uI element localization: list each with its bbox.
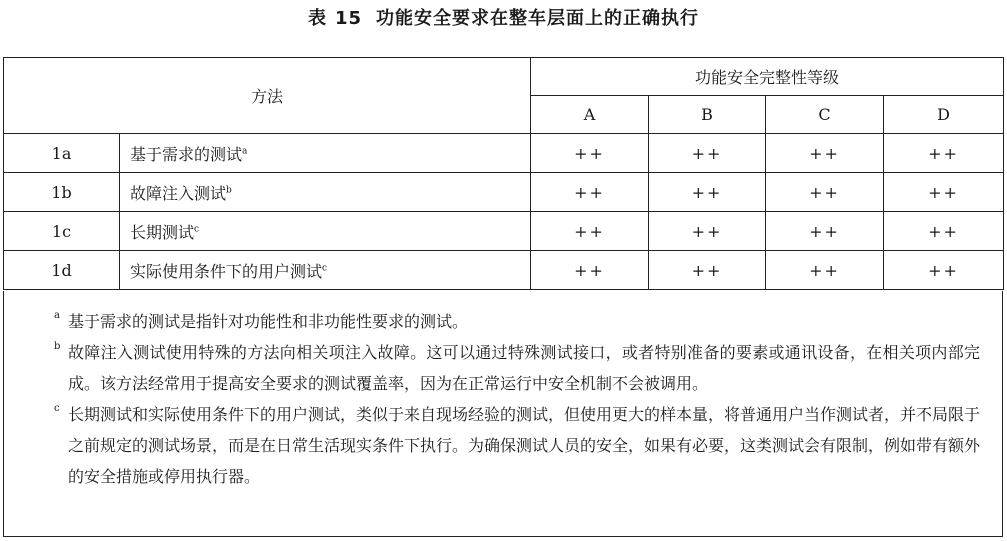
method-cell — [120, 134, 531, 173]
value-cell: ++ — [884, 251, 1004, 290]
row-id: 1d — [4, 251, 120, 290]
footnote-ref: b — [226, 185, 232, 196]
integrity-level-header: 功能安全完整性等级 — [531, 58, 1004, 96]
table-row — [4, 251, 1004, 290]
value-cell: ++ — [649, 173, 766, 212]
footnote-b — [4, 337, 980, 399]
footnote-text: 故障注入测试使用特殊的方法向相关项注入故障。这可以通过特殊测试接口，或者特别准备的要素或通讯设备，在相关项内部完成。该方法经常用于提高安全要求的测试覆盖率，因为在正常运行中安全机制不会被调用。 — [68, 343, 980, 393]
value-cell: ++ — [531, 173, 649, 212]
method-name: 实际使用条件下的用户测试 — [130, 261, 323, 281]
value-cell: ++ — [649, 134, 766, 173]
value-cell: ++ — [766, 251, 884, 290]
level-header-a: A — [531, 96, 649, 134]
method-cell — [120, 251, 531, 290]
table-row — [4, 212, 1004, 251]
value-cell: ++ — [531, 134, 649, 173]
caption-title: 功能安全要求在整车层面上的正确执行 — [376, 8, 700, 29]
footnote-text: 长期测试和实际使用条件下的用户测试，类似于来自现场经验的测试，但使用更大的样本量，将普通用户当作测试者，并不局限于之前规定的测试场景，而是在日常生活现实条件下执行。为确保测试人员的安全，如果有必要，这类测试会有限制，例如带有额外的安全措施或停用执行器。 — [68, 405, 981, 486]
row-id: 1b — [4, 173, 120, 212]
table-row — [4, 173, 1004, 212]
table-row — [4, 134, 1004, 173]
footnote-a — [4, 306, 980, 337]
method-name: 长期测试 — [130, 222, 195, 242]
footnote-ref: a — [242, 146, 248, 157]
footnote-ref: c — [194, 224, 200, 235]
footnote-mark: c — [54, 403, 60, 414]
method-name: 故障注入测试 — [130, 183, 227, 203]
method-name: 基于需求的测试 — [130, 144, 243, 164]
value-cell: ++ — [884, 134, 1004, 173]
footnotes — [3, 291, 1003, 537]
caption-number: 15 — [334, 8, 363, 29]
value-cell: ++ — [531, 212, 649, 251]
value-cell: ++ — [649, 212, 766, 251]
footnote-mark: b — [54, 341, 61, 352]
level-header-c: C — [766, 96, 884, 134]
value-cell: ++ — [766, 134, 884, 173]
row-id: 1c — [4, 212, 120, 251]
footnote-text: 基于需求的测试是指针对功能性和非功能性要求的测试。 — [68, 312, 469, 331]
value-cell: ++ — [884, 212, 1004, 251]
method-header: 方法 — [4, 58, 531, 134]
footnote-c — [4, 399, 980, 492]
value-cell: ++ — [766, 212, 884, 251]
caption-label: 表 — [307, 8, 327, 29]
table-caption — [0, 4, 1007, 30]
value-cell: ++ — [531, 251, 649, 290]
level-header-d: D — [884, 96, 1004, 134]
level-header-b: B — [649, 96, 766, 134]
method-cell — [120, 212, 531, 251]
value-cell: ++ — [649, 251, 766, 290]
value-cell: ++ — [766, 173, 884, 212]
row-id: 1a — [4, 134, 120, 173]
footnote-ref: c — [322, 263, 328, 274]
footnote-mark: a — [54, 310, 60, 321]
methods-table — [3, 57, 1004, 290]
value-cell: ++ — [884, 173, 1004, 212]
method-cell — [120, 173, 531, 212]
